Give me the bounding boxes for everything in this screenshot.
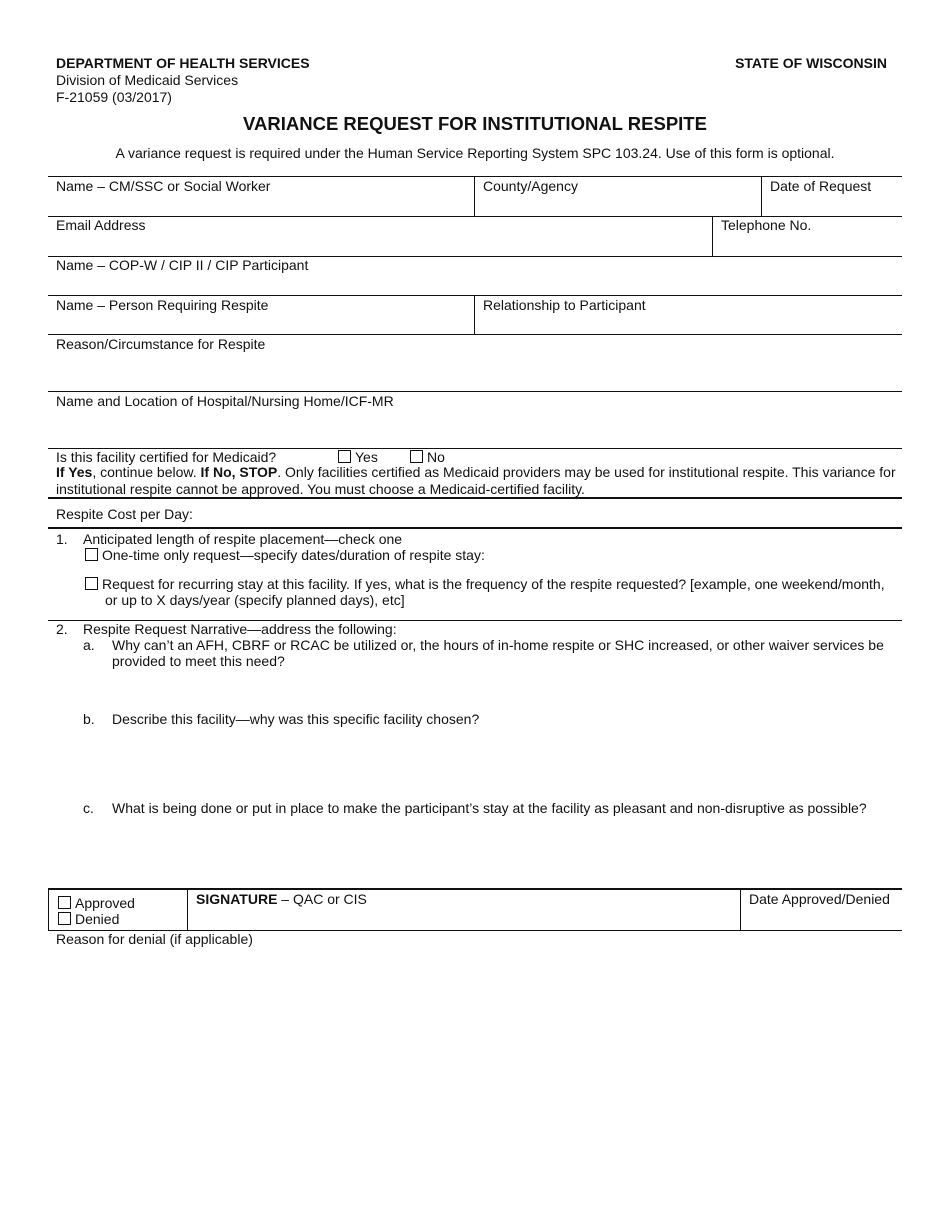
form-title: VARIANCE REQUEST FOR INSTITUTIONAL RESPITE xyxy=(243,113,707,134)
form-subtitle: A variance request is required under the Human Service Reporting System SPC 103.24. Use of this form is optional. xyxy=(115,145,835,161)
date-approved-field[interactable]: Date Approved/Denied xyxy=(749,891,890,907)
question-b-label: b. xyxy=(83,711,95,727)
question-b-text: Describe this facility—why was this specific facility chosen? xyxy=(112,711,480,727)
no-label: No xyxy=(427,449,445,465)
row-divider xyxy=(48,295,902,296)
relationship-field[interactable]: Relationship to Participant xyxy=(483,297,646,313)
medicaid-instructions xyxy=(56,464,896,498)
participant-field[interactable]: Name – COP-W / CIP II / CIP Participant xyxy=(56,257,309,273)
recurring-label-continued: or up to X days/year (specify planned days), etc] xyxy=(105,592,405,608)
one-time-option[interactable] xyxy=(85,547,485,563)
signature-bold: SIGNATURE xyxy=(196,891,278,907)
question-a-label: a. xyxy=(83,637,95,653)
facility-location-field[interactable]: Name and Location of Hospital/Nursing Home/ICF-MR xyxy=(56,393,394,409)
department-name: DEPARTMENT OF HEALTH SERVICES xyxy=(56,55,310,71)
continue-text: , continue below. xyxy=(92,464,201,480)
signature-field[interactable] xyxy=(196,891,367,907)
column-divider xyxy=(474,176,475,216)
approved-checkbox[interactable] xyxy=(58,896,71,909)
no-checkbox[interactable] xyxy=(410,450,423,463)
section-1-heading: Anticipated length of respite placement—check one xyxy=(83,531,403,547)
recurring-option[interactable] xyxy=(85,576,885,592)
approved-label: Approved xyxy=(75,895,135,911)
reason-denial-field[interactable]: Reason for denial (if applicable) xyxy=(56,931,253,947)
yes-label: Yes xyxy=(355,449,378,465)
date-of-request-field[interactable]: Date of Request xyxy=(770,178,872,194)
person-requiring-field[interactable]: Name – Person Requiring Respite xyxy=(56,297,269,313)
recurring-checkbox[interactable] xyxy=(85,577,98,590)
medicaid-warning-text: . Only facilities certified as Medicaid providers may be used for institutional respite. This variance for institutional respite cannot be approved. You must choose a Medicaid-certified facility. xyxy=(56,464,896,497)
department-header xyxy=(56,55,310,106)
medicaid-yes-option[interactable] xyxy=(338,449,378,465)
approval-left-border xyxy=(48,888,49,930)
row-divider xyxy=(48,391,902,392)
row-divider xyxy=(48,497,902,499)
column-divider xyxy=(187,888,188,930)
row-divider xyxy=(48,176,902,177)
signature-rest: – QAC or CIS xyxy=(277,891,367,907)
telephone-field[interactable]: Telephone No. xyxy=(721,217,812,233)
question-c-label: c. xyxy=(83,800,94,816)
if-yes-text: If Yes xyxy=(56,464,93,480)
section-2-heading: Respite Request Narrative—address the following: xyxy=(83,621,397,637)
row-divider xyxy=(48,527,902,529)
column-divider xyxy=(740,888,741,930)
yes-checkbox[interactable] xyxy=(338,450,351,463)
column-divider xyxy=(761,176,762,216)
approval-top-border xyxy=(48,888,902,890)
if-no-stop-text: If No, STOP xyxy=(200,464,278,480)
recurring-label: Request for recurring stay at this facility. If yes, what is the frequency of the respite requested? [example, one weekend/month, xyxy=(102,576,885,592)
form-id: F-21059 (03/2017) xyxy=(56,89,172,105)
section-2-number: 2. xyxy=(56,621,68,637)
row-divider xyxy=(48,334,902,335)
column-divider xyxy=(474,295,475,334)
one-time-checkbox[interactable] xyxy=(85,548,98,561)
section-1-number: 1. xyxy=(56,531,68,547)
one-time-label: One-time only request—specify dates/duration of respite stay: xyxy=(102,547,485,563)
state-name: STATE OF WISCONSIN xyxy=(735,55,887,71)
approved-option[interactable] xyxy=(58,895,135,911)
question-a-text: Why can’t an AFH, CBRF or RCAC be utilized or, the hours of in-home respite or SHC increased, or other waiver services be provided to meet this need? xyxy=(112,637,884,669)
medicaid-no-option[interactable] xyxy=(410,449,445,465)
denied-option[interactable] xyxy=(58,911,119,927)
question-c-text: What is being done or put in place to make the participant’s stay at the facility as pleasant and non-disruptive as possible? xyxy=(112,800,867,816)
name-cm-field[interactable]: Name – CM/SSC or Social Worker xyxy=(56,178,271,194)
reason-field[interactable]: Reason/Circumstance for Respite xyxy=(56,336,266,352)
respite-cost-field[interactable]: Respite Cost per Day: xyxy=(56,506,193,522)
denied-checkbox[interactable] xyxy=(58,912,71,925)
denied-label: Denied xyxy=(75,911,120,927)
division-name: Division of Medicaid Services xyxy=(56,72,239,88)
county-agency-field[interactable]: County/Agency xyxy=(483,178,578,194)
column-divider xyxy=(712,216,713,256)
email-field[interactable]: Email Address xyxy=(56,217,146,233)
medicaid-question: Is this facility certified for Medicaid? xyxy=(56,449,277,465)
